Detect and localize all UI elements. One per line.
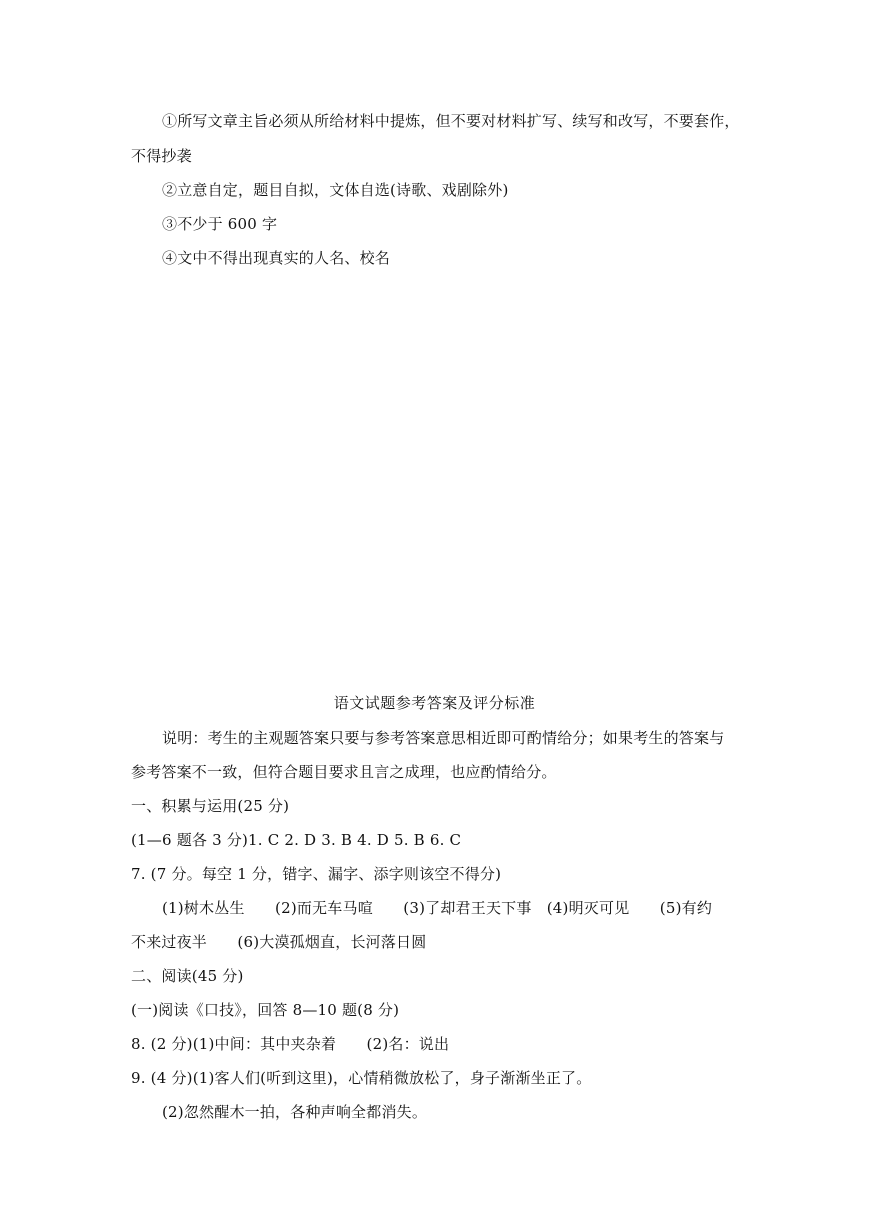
multiple-choice-answers: (1—6 题各 3 分)1. C 2. D 3. B 4. D 5. B 6. C <box>131 831 462 849</box>
section-1-heading: 一、积累与运用(25 分) <box>131 797 290 815</box>
question-9-answer-1: 9. (4 分)(1)客人们(听到这里)，心情稍微放松了，身子渐渐坐正了。 <box>131 1069 592 1087</box>
question-7-answers-line-2: 不来过夜半 (6)大漠孤烟直，长河落日圆 <box>131 933 427 951</box>
question-8-answer: 8. (2 分)(1)中间：其中夹杂着 (2)名：说出 <box>131 1035 450 1053</box>
requirement-1: ①所写文章主旨必须从所给材料中提炼，但不要对材料扩写、续写和改写，不要套作， <box>162 112 740 130</box>
note-line-1: 说明：考生的主观题答案只要与参考答案意思相近即可酌情给分；如果考生的答案与 <box>162 729 725 747</box>
question-9-answer-2: (2)忽然醒木一拍，各种声响全都消失。 <box>162 1103 428 1121</box>
note-line-2: 参考答案不一致，但符合题目要求且言之成理，也应酌情给分。 <box>131 763 557 781</box>
requirement-2: ②立意自定，题目自拟，文体自选(诗歌、戏剧除外) <box>162 181 509 199</box>
question-7-header: 7. (7 分。每空 1 分，错字、漏字、添字则该空不得分) <box>131 865 502 883</box>
question-7-answers-line-1: (1)树木丛生 (2)而无车马喧 (3)了却君王天下事 (4)明灭可见 (5)有约 <box>162 899 713 917</box>
requirement-1-continued: 不得抄袭 <box>131 147 192 165</box>
answers-title: 语文试题参考答案及评分标准 <box>333 694 536 712</box>
requirement-4: ④文中不得出现真实的人名、校名 <box>162 249 391 267</box>
reading-1-heading: (一)阅读《口技》，回答 8—10 题(8 分) <box>131 1001 400 1019</box>
section-2-heading: 二、阅读(45 分) <box>131 967 244 985</box>
requirement-3: ③不少于 600 字 <box>162 215 278 233</box>
